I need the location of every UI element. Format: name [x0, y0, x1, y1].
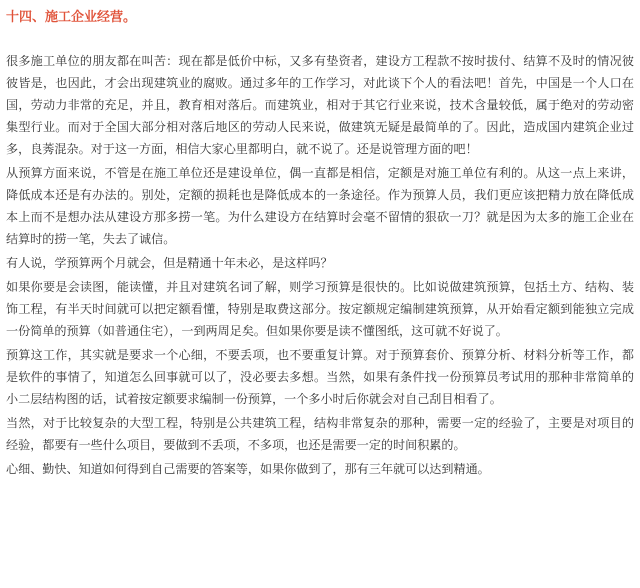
paragraph-1: 很多施工单位的朋友都在叫苦：现在都是低价中标，又多有垫资者，建设方工程款不按时拔付、结算不及时的情况彼彼皆是，也因此，才会出现建筑业的腐败。通过多年的工作学习，对此谈下个人的看法吧！首先，中国是一个人口在国，劳动力非常的充足，并且，教育相对落后。而建筑业，相对于其它行业来说，技术含量较低，属于绝对的劳动密集型行业。而对于全国大部分相对落后地区的劳动人民来说，做建筑无疑是最简单的了。因此，造成国内建筑企业过多，良莠混杂。对于这一方面，相信大家心里都明白，就不说了。还是说管理方面的吧！ [6, 54, 634, 156]
paragraph-4: 如果你要是会读图，能读懂，并且对建筑名词了解，则学习预算是很快的。比如说做建筑预算，包括土方、结构、装饰工程，有半天时间就可以把定额看懂，特别是取费这部分。按定额规定编制建筑预算，从开始看定额到能独立完成一份简单的预算（如普通住宅），一到两周足矣。但如果你要是读不懂图纸，这可就不好说了。 [6, 280, 634, 338]
paragraph-3: 有人说，学预算两个月就会，但是精通十年未必，是这样吗？ [6, 256, 333, 270]
paragraph-7: 心细、勤快、知道如何得到自己需要的答案等，如果你做到了，那有三年就可以达到精通。 [6, 462, 490, 476]
paragraph-2: 从预算方面来说，不管是在施工单位还是建设单位，偶一直都是相信，定额是对施工单位有利的。从这一点上来讲，降低成本还是有办法的。别处，定额的损耗也是降低成本的一条途径。作为预算人员，我们更应该把精力放在降低成本上而不是想办法从建设方那多捞一笔。为什么建设方在结算时会毫不留情的狠砍一刀？就是因为太多的施工企业在结算时的捞一笔，失去了诚信。 [6, 166, 634, 246]
section-heading: 十四、施工企业经营。 [6, 10, 137, 25]
paragraph-6: 当然，对于比较复杂的大型工程，特别是公共建筑工程，结构非常复杂的那种，需要一定的经验了，主要是对项目的经验，都要有一些什么项目，要做到不丢项，不多项，也还是需要一定的时间积累的。 [6, 416, 634, 452]
paragraph-5: 预算这工作，其实就是要求一个心细，不要丢项，也不要重复计算。对于预算套价、预算分析、材料分析等工作，都是软件的事情了，知道怎么回事就可以了，没必要去多想。当然，如果有条件找一份预算员考试用的那种非常简单的小二层结构图的话，试着按定额要求编制一份预算，一个多小时后你就会对自己刮目相看了。 [6, 348, 634, 406]
